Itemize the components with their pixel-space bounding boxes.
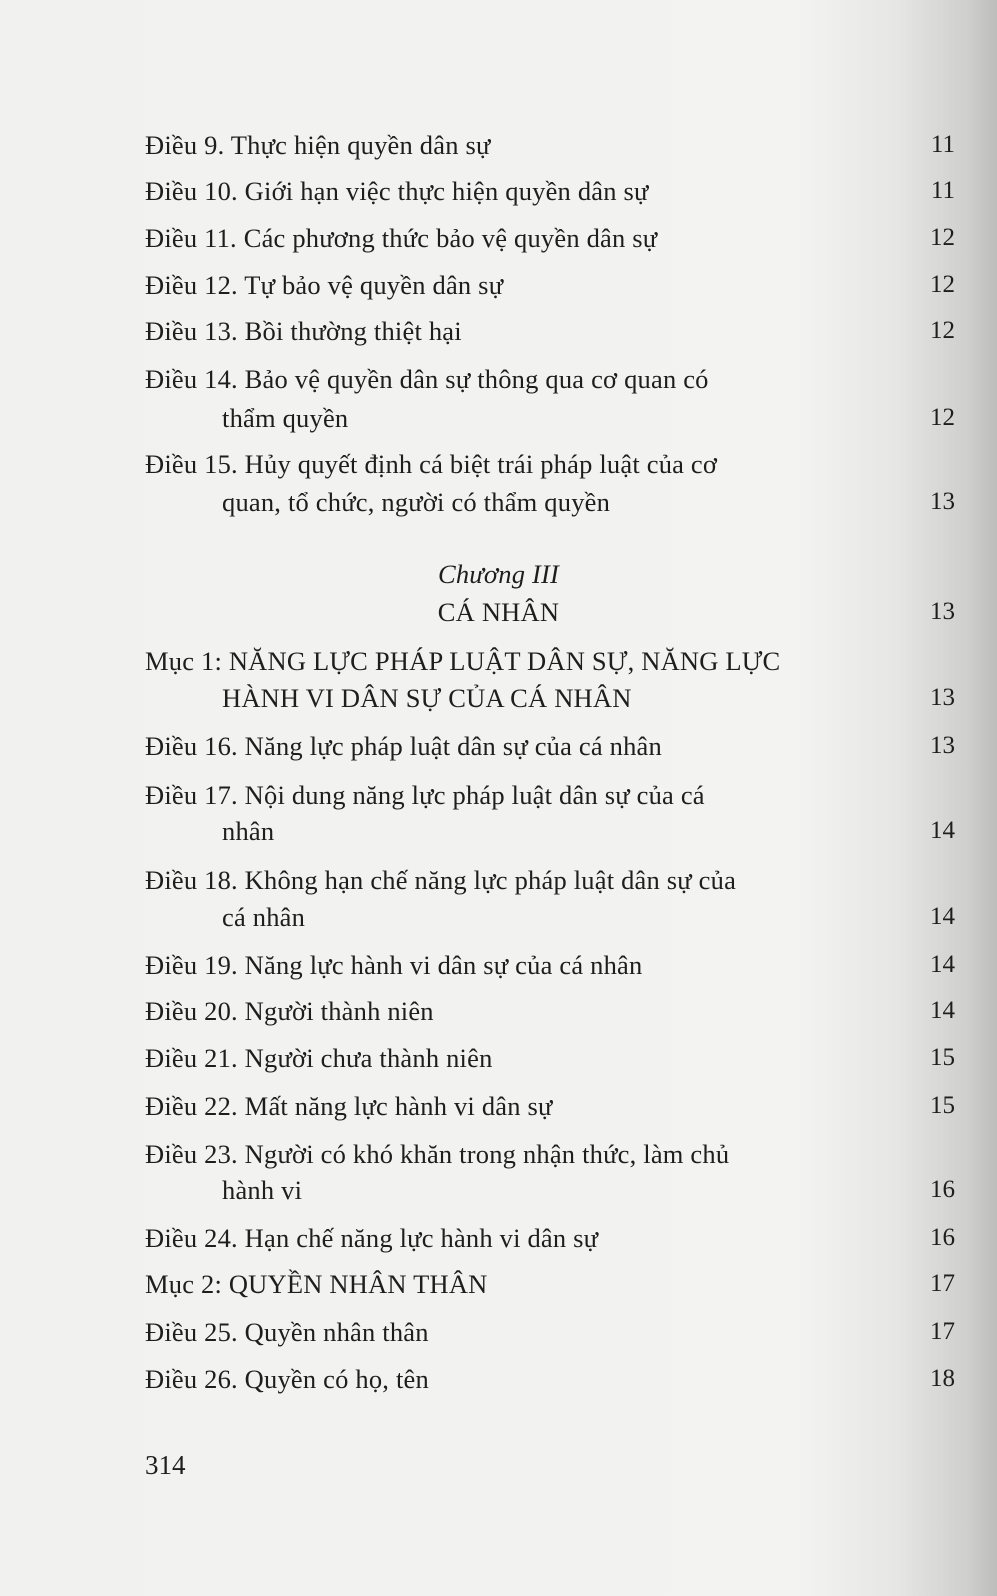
toc-entry-page-number: 12: [930, 271, 955, 298]
toc-entry-page-number: 12: [930, 404, 955, 431]
toc-entry-title: Điều 11. Các phương thức bảo vệ quyền dân sự: [145, 223, 658, 253]
toc-entry-title-continued: thẩm quyền: [222, 403, 349, 433]
toc-entry-title-continued: cá nhân: [222, 902, 306, 932]
toc-entry-page-number: 15: [930, 1092, 955, 1119]
chapter-label: Chương III: [437, 559, 560, 589]
toc-entry-title: Điều 17. Nội dung năng lực pháp luật dân sự của cá: [145, 780, 705, 810]
toc-entry-page-number: 17: [930, 1270, 955, 1297]
toc-entry-page-number: 15: [930, 1044, 955, 1071]
toc-entry-page-number: 18: [930, 1365, 955, 1392]
toc-entry-page-number: 11: [930, 177, 955, 204]
toc-entry-title: Điều 26. Quyền có họ, tên: [145, 1364, 429, 1394]
toc-entry-title: Điều 12. Tự bảo vệ quyền dân sự: [145, 270, 504, 300]
toc-entry-page-number: 14: [930, 997, 955, 1024]
toc-entry-title: Điều 15. Hủy quyết định cá biệt trái pháp luật của cơ: [145, 449, 718, 479]
toc-entry-page-number: 14: [930, 951, 955, 978]
toc-entry-title: Điều 13. Bồi thường thiệt hại: [145, 316, 462, 346]
toc-entry-page-number: 17: [930, 1318, 955, 1345]
toc-entry-page-number: 16: [930, 1224, 955, 1251]
toc-entry-title: Điều 16. Năng lực pháp luật dân sự của cá nhân: [145, 731, 662, 761]
toc-entry-title: Điều 10. Giới hạn việc thực hiện quyền dân sự: [145, 176, 649, 206]
toc-entry-title: Điều 21. Người chưa thành niên: [145, 1043, 493, 1073]
page-folio: 314: [145, 1450, 186, 1480]
toc-entry-title: Điều 19. Năng lực hành vi dân sự của cá nhân: [145, 950, 643, 980]
toc-entry-page-number: 13: [930, 488, 955, 515]
toc-entry-title: Điều 20. Người thành niên: [145, 996, 434, 1026]
toc-entry-title-continued: HÀNH VI DÂN SỰ CỦA CÁ NHÂN: [222, 683, 632, 713]
toc-entry-page-number: 13: [930, 732, 955, 759]
toc-entry-page-number: 13: [930, 684, 955, 711]
toc-entry-title: Mục 2: QUYỀN NHÂN THÂN: [145, 1269, 488, 1299]
chapter-page-number: 13: [930, 598, 955, 625]
toc-entry-title: Điều 18. Không hạn chế năng lực pháp luật dân sự của: [145, 865, 737, 895]
toc-entry-title: Điều 9. Thực hiện quyền dân sự: [145, 130, 491, 160]
toc-entry-page-number: 16: [930, 1176, 955, 1203]
toc-entry-page-number: 12: [930, 317, 955, 344]
toc-entry-title: Điều 22. Mất năng lực hành vi dân sự: [145, 1091, 553, 1121]
toc-entry-title: Điều 14. Bảo vệ quyền dân sự thông qua cơ quan có: [145, 364, 709, 394]
toc-entry-page-number: 14: [930, 903, 955, 930]
toc-entry-title-continued: hành vi: [222, 1175, 303, 1205]
chapter-title: CÁ NHÂN: [437, 597, 560, 627]
toc-entry-title: Mục 1: NĂNG LỰC PHÁP LUẬT DÂN SỰ, NĂNG LỰC: [145, 646, 781, 676]
toc-entry-title: Điều 24. Hạn chế năng lực hành vi dân sự: [145, 1223, 599, 1253]
toc-entry-title: Điều 25. Quyền nhân thân: [145, 1317, 429, 1347]
toc-entry-page-number: 12: [930, 224, 955, 251]
toc-entry-title: Điều 23. Người có khó khăn trong nhận thức, làm chủ: [145, 1139, 730, 1169]
toc-entry-title-continued: quan, tổ chức, người có thẩm quyền: [222, 487, 611, 517]
toc-entry-page-number: 11: [930, 131, 955, 158]
toc-entry-title-continued: nhân: [222, 816, 275, 846]
toc-entry-page-number: 14: [930, 817, 955, 844]
